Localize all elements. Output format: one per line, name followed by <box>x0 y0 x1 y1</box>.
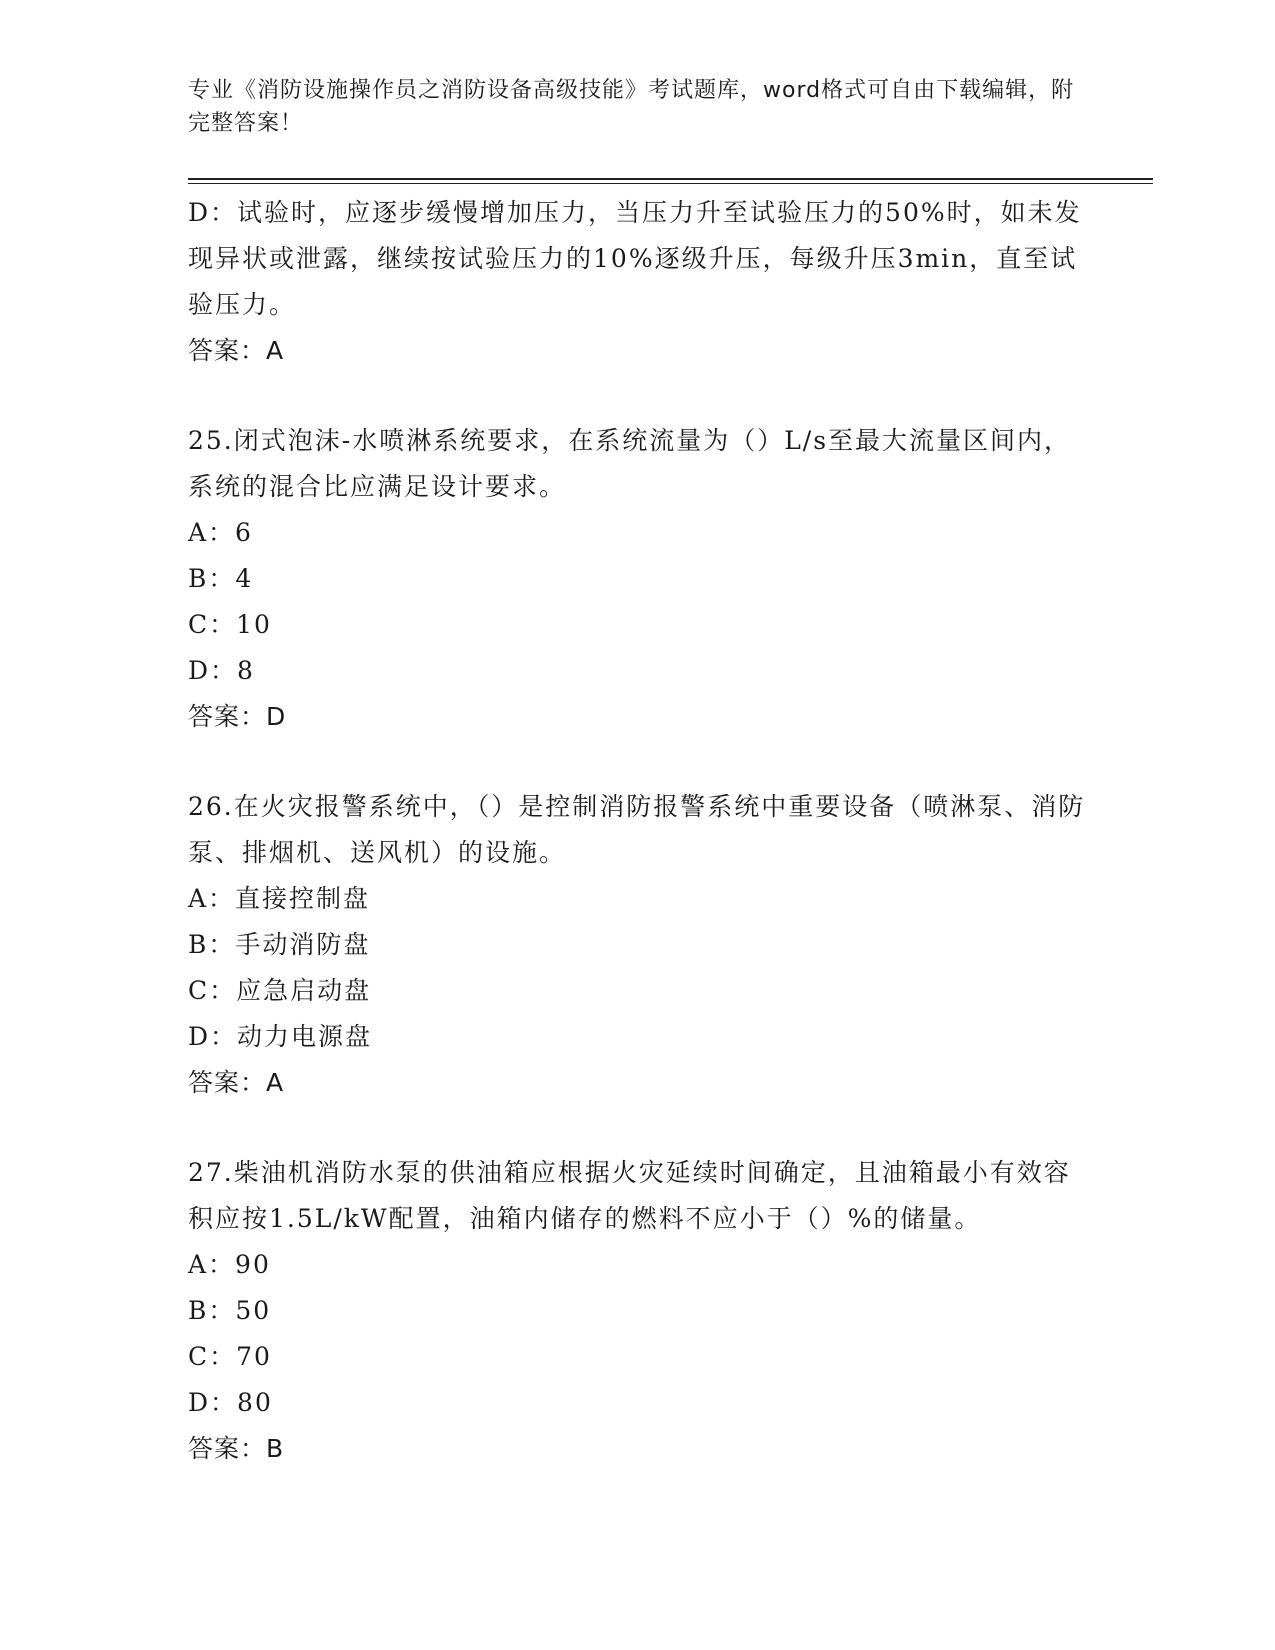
answer-line: 答案：A <box>188 1068 285 1097</box>
option-a: A：6 <box>188 518 253 547</box>
document-body <box>188 190 1088 1472</box>
option-a: A：90 <box>188 1250 271 1279</box>
option-b: B：50 <box>188 1296 272 1325</box>
question-stem: 26.在火灾报警系统中，（）是控制消防报警系统中重要设备（喷淋泵、消防泵、排烟机、送风机）的设施。 <box>188 792 1086 867</box>
option-c: C：70 <box>188 1342 272 1371</box>
option-d: D：动力电源盘 <box>188 1022 373 1051</box>
option-b: B：手动消防盘 <box>188 930 371 959</box>
document-header: 专业《消防设施操作员之消防设备高级技能》考试题库，word格式可自由下载编辑，附完整答案！ <box>188 78 1075 136</box>
answer-line: 答案：A <box>188 336 285 365</box>
question-stem: 27.柴油机消防水泵的供油箱应根据火灾延续时间确定，且油箱最小有效容积应按1.5L/kW配置，油箱内储存的燃料不应小于（）%的储量。 <box>188 1158 1071 1233</box>
question-stem: 25.闭式泡沫-水喷淋系统要求，在系统流量为（）L/s至最大流量区间内，系统的混合比应满足设计要求。 <box>188 426 1072 501</box>
option-a: A：直接控制盘 <box>188 884 371 913</box>
header-divider-thick <box>188 178 1153 180</box>
header-divider-thin <box>188 183 1153 184</box>
option-c: C：10 <box>188 610 272 639</box>
option-b: B：4 <box>188 564 254 593</box>
question-block <box>188 1150 1088 1472</box>
answer-line: 答案：D <box>188 702 287 731</box>
option-c: C：应急启动盘 <box>188 976 372 1005</box>
question-block <box>188 418 1088 740</box>
question-block <box>188 784 1088 1106</box>
option-d: D：8 <box>188 656 255 685</box>
answer-line: 答案：B <box>188 1434 285 1463</box>
continued-option-text: D：试验时，应逐步缓慢增加压力，当压力升至试验压力的50%时，如未发现异状或泄露，继续按试验压力的10%逐级升压，每级升压3min，直至试验压力。 <box>188 198 1082 319</box>
option-d: D：80 <box>188 1388 273 1417</box>
